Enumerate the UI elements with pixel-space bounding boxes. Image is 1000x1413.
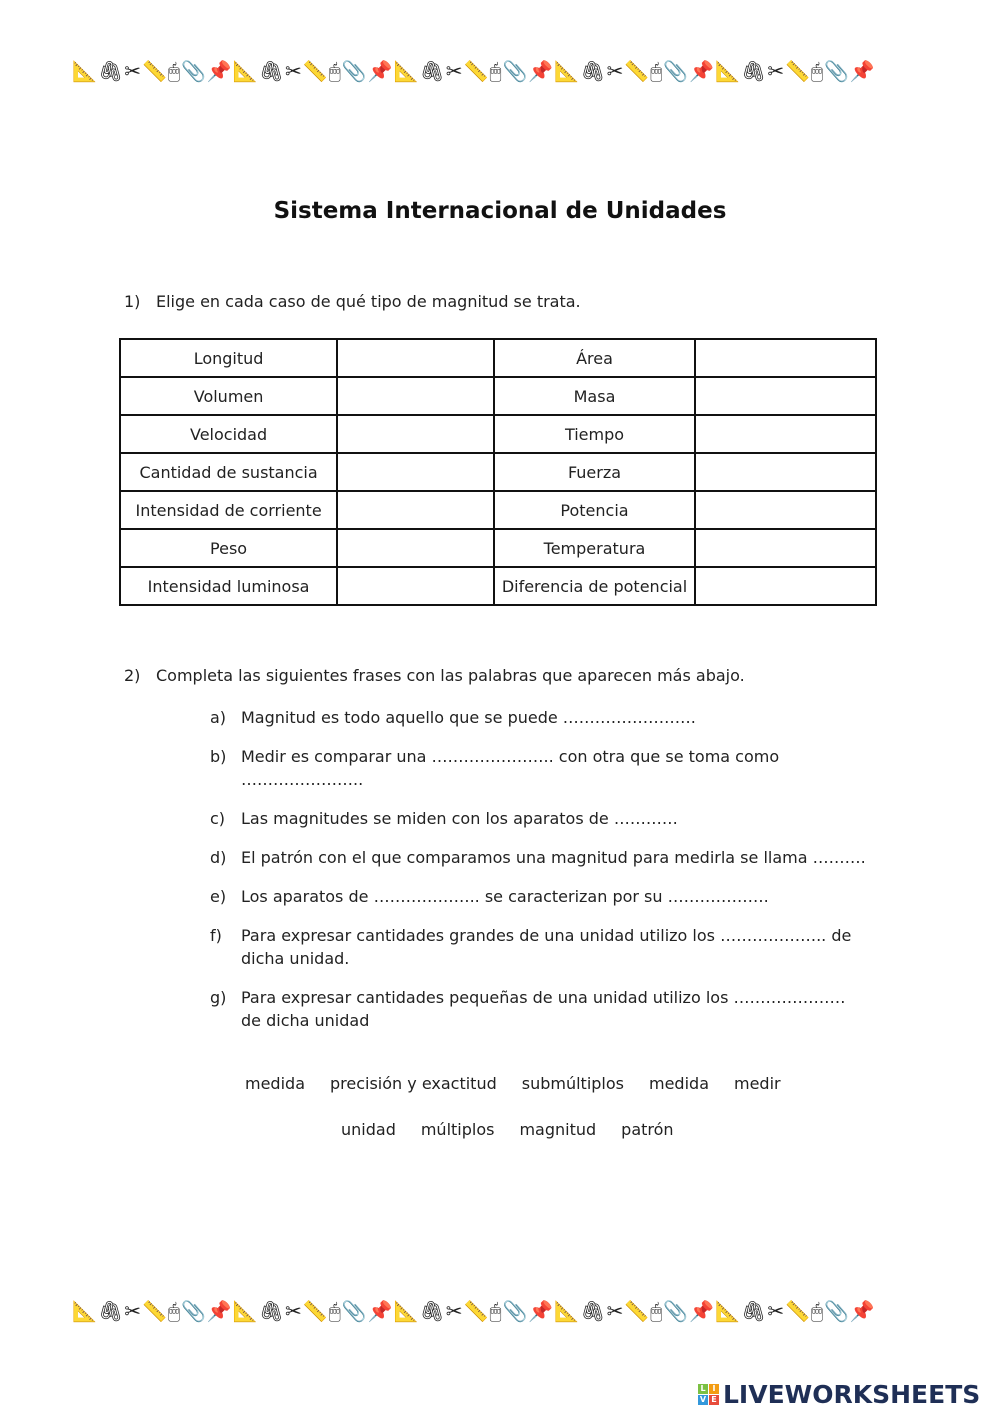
question-1-text: Elige en cada caso de qué tipo de magnitud se trata. (156, 292, 581, 311)
sentence-item (210, 807, 870, 830)
logo-mark: L I V E (698, 1384, 719, 1405)
magnitude-label-right: Diferencia de potencial (494, 567, 695, 605)
answer-cell-right[interactable] (695, 453, 876, 491)
top-decoration-border: 📐🖇✂📏🖱📎📌📐🖇✂📏🖱📎📌📐🖇✂📏🖱📎📌📐🖇✂📏🖱📎📌📐🖇✂📏🖱📎📌 (72, 59, 876, 83)
word-bank-word[interactable]: múltiplos (420, 1120, 495, 1139)
answer-cell-right[interactable] (695, 415, 876, 453)
word-bank-word[interactable]: precisión y exactitud (330, 1074, 497, 1093)
answer-cell-left[interactable] (337, 377, 494, 415)
answer-cell-left[interactable] (337, 453, 494, 491)
table-row (120, 339, 876, 377)
sentence-item (210, 745, 870, 791)
magnitude-label-left: Intensidad luminosa (120, 567, 337, 605)
magnitude-table (119, 338, 877, 606)
sentence-letter: f) (210, 926, 222, 945)
word-bank-word[interactable]: patrón (621, 1120, 674, 1139)
magnitude-label-left: Volumen (120, 377, 337, 415)
sentence-item (210, 846, 870, 869)
table-row (120, 491, 876, 529)
magnitude-label-right: Área (494, 339, 695, 377)
sentence-text: Los aparatos de ……………….. se caracterizan por su ………………. (241, 887, 769, 906)
page-title: Sistema Internacional de Unidades (273, 198, 727, 224)
answer-cell-right[interactable] (695, 339, 876, 377)
logo-text: LIVEWORKSHEETS (723, 1380, 981, 1409)
word-bank-word[interactable]: unidad (341, 1120, 396, 1139)
answer-cell-left[interactable] (337, 415, 494, 453)
answer-cell-left[interactable] (337, 567, 494, 605)
table-row (120, 529, 876, 567)
sentence-letter: b) (210, 747, 227, 766)
answer-cell-right[interactable] (695, 377, 876, 415)
bottom-decoration-border: 📐🖇✂📏🖱📎📌📐🖇✂📏🖱📎📌📐🖇✂📏🖱📎📌📐🖇✂📏🖱📎📌📐🖇✂📏🖱📎📌 (72, 1299, 876, 1323)
question-2-heading (124, 666, 745, 685)
magnitude-label-left: Intensidad de corriente (120, 491, 337, 529)
answer-cell-right[interactable] (695, 491, 876, 529)
answer-cell-right[interactable] (695, 567, 876, 605)
word-bank-word[interactable]: medida (245, 1074, 305, 1093)
sentence-text: Las magnitudes se miden con los aparatos de ………… (241, 809, 678, 828)
sentence-item (210, 706, 870, 729)
word-bank-word[interactable]: medir (734, 1074, 781, 1093)
table-row (120, 415, 876, 453)
sentence-letter: c) (210, 809, 226, 828)
question-1-heading (124, 292, 581, 311)
question-2-text: Completa las siguientes frases con las palabras que aparecen más abajo. (156, 666, 745, 685)
magnitude-label-left: Longitud (120, 339, 337, 377)
sentence-letter: e) (210, 887, 227, 906)
sentence-letter: a) (210, 708, 227, 727)
sentence-text: Para expresar cantidades grandes de una unidad utilizo los ……………….. de dicha unidad. (241, 926, 852, 968)
answer-cell-right[interactable] (695, 529, 876, 567)
sentence-text: El patrón con el que comparamos una magnitud para medirla se llama ………. (241, 848, 866, 867)
liveworksheets-logo (698, 1380, 980, 1409)
magnitude-label-left: Velocidad (120, 415, 337, 453)
sentence-item (210, 986, 870, 1032)
answer-cell-left[interactable] (337, 491, 494, 529)
answer-cell-left[interactable] (337, 339, 494, 377)
table-row (120, 453, 876, 491)
table-row (120, 377, 876, 415)
magnitude-label-right: Masa (494, 377, 695, 415)
magnitude-label-left: Cantidad de sustancia (120, 453, 337, 491)
magnitude-label-right: Potencia (494, 491, 695, 529)
sentence-letter: g) (210, 988, 227, 1007)
magnitude-label-right: Temperatura (494, 529, 695, 567)
sentence-text: Medir es comparar una ………………….. con otra que se toma como ………………….. (241, 747, 780, 789)
sentence-letter: d) (210, 848, 227, 867)
word-bank-row-1 (0, 1074, 1000, 1093)
sentence-list (210, 706, 870, 1048)
sentence-item (210, 885, 870, 908)
sentence-item (210, 924, 870, 970)
question-1-number: 1) (124, 292, 141, 311)
magnitude-label-left: Peso (120, 529, 337, 567)
question-2-number: 2) (124, 666, 141, 685)
sentence-text: Para expresar cantidades pequeñas de una unidad utilizo los ………………… de dicha unidad (241, 988, 846, 1030)
magnitude-label-right: Fuerza (494, 453, 695, 491)
word-bank-word[interactable]: magnitud (519, 1120, 597, 1139)
word-bank-word[interactable]: submúltiplos (521, 1074, 624, 1093)
table-row (120, 567, 876, 605)
answer-cell-left[interactable] (337, 529, 494, 567)
word-bank-word[interactable]: medida (649, 1074, 709, 1093)
sentence-text: Magnitud es todo aquello que se puede ……………………. (241, 708, 696, 727)
word-bank-row-2 (0, 1120, 1000, 1139)
magnitude-label-right: Tiempo (494, 415, 695, 453)
